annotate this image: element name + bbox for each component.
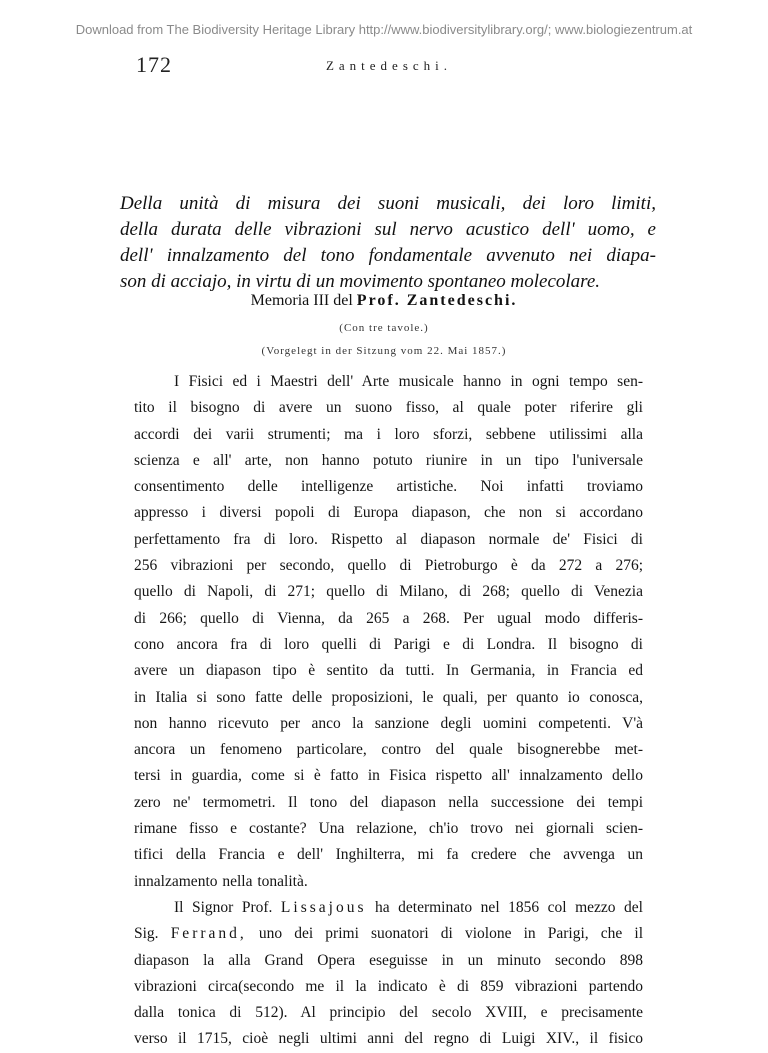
- download-watermark: Download from The Biodiversity Heritage Library http://www.biodiversitylibrary.org/; www.biologiezentrum.at: [75, 22, 693, 37]
- text-line: [134, 921, 643, 947]
- text-line: quello di Napoli, di 271; quello di Milano, di 268; quello di Venezia: [134, 583, 643, 601]
- text-line: non hanno ricevuto per anco la sanzione degli uomini competenti. V'à: [134, 714, 643, 732]
- text-line: verso il 1715, cioè negli ultimi anni del regno di Luigi XIV., il fisico: [134, 1030, 643, 1048]
- title-line: della durata delle vibrazioni sul nervo acustico dell' uomo, e: [120, 219, 656, 240]
- text-fragment: Sig.: [134, 925, 159, 943]
- text-fragment: Il Signor Prof.: [174, 898, 273, 916]
- text-line: scienza e all' arte, non hanno potuto riunire in un tipo l'universale: [134, 451, 643, 469]
- text-line: 256 vibrazioni per secondo, quello di Pietroburgo è da 272 a 276;: [134, 557, 643, 575]
- text-line: accordi dei varii strumenti; ma i loro sforzi, sebbene utilissimi alla: [134, 425, 643, 443]
- text-line: [134, 895, 643, 921]
- text-line: zero ne' termometri. Il tono del diapason nella successione dei tempi: [134, 793, 643, 811]
- author-name: Prof. Zantedeschi.: [356, 292, 518, 309]
- text-line: perfettamento fra di loro. Rispetto al diapason normale de' Fisici di: [134, 530, 643, 548]
- running-head: Zantedeschi.: [325, 58, 453, 73]
- text-fragment: ha determinato nel 1856 col mezzo del: [375, 898, 643, 916]
- article-title: [120, 191, 656, 295]
- title-line: son di acciajo, in virtu di un movimento spontaneo molecolare.: [120, 271, 601, 292]
- text-fragment: uno dei primi suonatori di violone in Parigi, che il: [258, 925, 644, 943]
- text-line: diapason la alla Grand Opera eseguisse in un minuto secondo 898: [134, 951, 643, 969]
- text-line: appresso i diversi popoli di Europa diapason, che non si accordano: [134, 504, 643, 522]
- text-line: ancora un fenomeno particolare, contro del quale bisognerebbe met-: [134, 741, 643, 759]
- memoir-prefix: Memoria III del: [250, 292, 353, 309]
- presented-note: (Vorgelegt in der Sitzung vom 22. Mai 1857.): [261, 345, 507, 357]
- text-line: tito il bisogno di avere un suono fisso, al quale poter riferire gli: [134, 399, 643, 417]
- plates-note: (Con tre tavole.): [339, 322, 429, 334]
- text-line: consentimento delle intelligenze artistiche. Noi infatti troviamo: [134, 478, 643, 496]
- text-line: tifici della Francia e dell' Inghilterra, mi fa credere che avvenga un: [134, 846, 643, 864]
- text-line: I Fisici ed i Maestri dell' Arte musicale hanno in ogni tempo sen-: [174, 373, 643, 390]
- text-line: di 266; quello di Vienna, da 265 a 268. Per ugual modo differis-: [134, 609, 643, 627]
- text-line: avere un diapason tipo è sentito da tutti. In Germania, in Francia ed: [134, 662, 643, 680]
- page-number: 172: [136, 52, 172, 77]
- text-line: innalzamento nella tonalità.: [134, 872, 308, 890]
- text-line: in Italia si sono fatte delle proposizioni, le quali, per quanto io conosca,: [134, 688, 643, 706]
- text-line: cono ancora fra di loro quelli di Parigi e di Londra. Il bisogno di: [134, 635, 643, 653]
- text-line: rimane fisso e costante? Una relazione, ch'io trovo nei giornali scien-: [134, 820, 643, 838]
- memoir-byline: [0, 292, 768, 310]
- person-name: Lissajous: [280, 898, 367, 916]
- title-line: Della unità di misura dei suoni musicali, dei loro limiti,: [120, 193, 656, 214]
- person-name: Ferrand,: [170, 925, 247, 943]
- body-text: [134, 369, 643, 1053]
- text-line: dalla tonica di 512). Al principio del secolo XVIII, e precisamente: [134, 1004, 643, 1022]
- text-line: vibrazioni circa(secondo me il la indicato è di 859 vibrazioni partendo: [134, 977, 643, 995]
- title-line: dell' innalzamento del tono fondamentale avvenuto nei diapa-: [120, 245, 656, 266]
- text-line: tersi in guardia, come si è fatto in Fisica rispetto all' innalzamento dello: [134, 767, 643, 785]
